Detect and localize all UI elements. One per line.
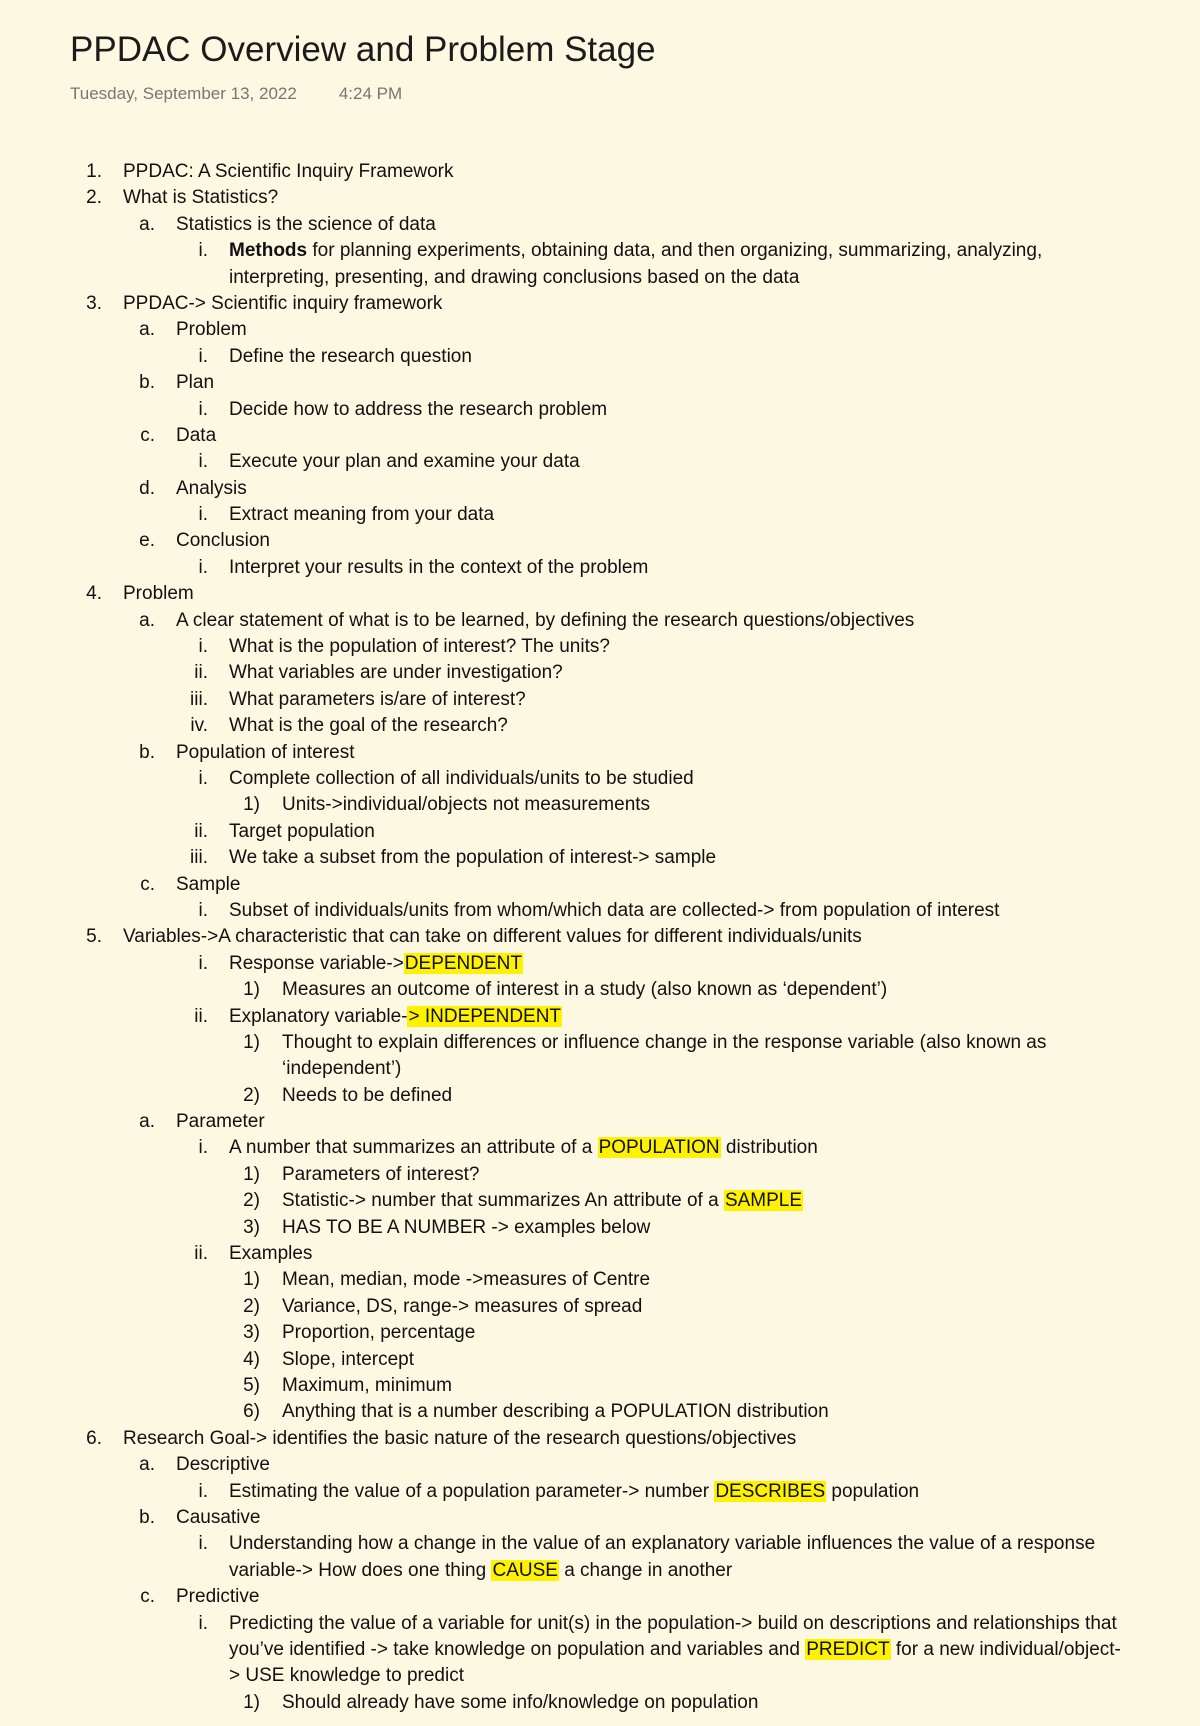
outline-item[interactable] bbox=[0, 1294, 1200, 1320]
item-text bbox=[176, 528, 270, 554]
text-run: Conclusion bbox=[176, 530, 270, 552]
page-timestamp bbox=[70, 84, 402, 104]
item-text bbox=[282, 1320, 475, 1346]
item-text bbox=[176, 370, 214, 396]
highlighted-text: > INDEPENDENT bbox=[408, 1005, 562, 1027]
list-marker: c. bbox=[140, 1586, 155, 1608]
item-text bbox=[176, 212, 436, 238]
text-run: Population of interest bbox=[176, 741, 355, 763]
list-marker: e. bbox=[139, 530, 155, 552]
item-text bbox=[282, 1690, 758, 1716]
list-marker: a. bbox=[139, 319, 155, 341]
list-marker: 5. bbox=[86, 926, 102, 948]
outline-item[interactable] bbox=[0, 449, 1200, 475]
item-text bbox=[229, 1611, 1129, 1690]
text-run: a change in another bbox=[558, 1559, 733, 1581]
item-text bbox=[282, 1083, 452, 1109]
item-text bbox=[229, 951, 523, 977]
text-run: Should already have some info/knowledge on population bbox=[282, 1691, 759, 1713]
text-run: We take a subset from the population of interest-> sample bbox=[229, 847, 717, 869]
item-text bbox=[123, 1426, 796, 1452]
outline-item[interactable] bbox=[0, 555, 1200, 581]
page-title[interactable]: PPDAC Overview and Problem Stage bbox=[70, 30, 656, 69]
list-marker: b. bbox=[139, 741, 155, 763]
item-text bbox=[229, 898, 999, 924]
text-run: A number that summarizes an attribute of a bbox=[229, 1137, 598, 1159]
outline-item[interactable] bbox=[0, 212, 1200, 238]
item-text bbox=[282, 1215, 650, 1241]
list-marker: 1) bbox=[243, 1691, 260, 1713]
item-text bbox=[282, 1399, 829, 1425]
outline-item[interactable] bbox=[0, 1188, 1200, 1214]
list-marker: i. bbox=[198, 451, 208, 473]
item-text bbox=[229, 502, 494, 528]
item-text bbox=[176, 740, 355, 766]
outline-item[interactable] bbox=[0, 977, 1200, 1003]
text-run: Needs to be defined bbox=[282, 1084, 453, 1106]
item-text bbox=[229, 1135, 818, 1161]
text-run: Variables->A characteristic that can take on different values for different individuals/units bbox=[123, 926, 862, 948]
outline-item[interactable] bbox=[0, 1109, 1200, 1135]
text-run: Measures an outcome of interest in a study (also known as ‘dependent’) bbox=[282, 979, 888, 1001]
outline-item[interactable] bbox=[0, 687, 1200, 713]
list-marker: 5) bbox=[243, 1375, 260, 1396]
outline-item[interactable] bbox=[0, 423, 1200, 449]
list-marker: 1) bbox=[243, 1031, 260, 1053]
highlighted-text: DEPENDENT bbox=[404, 952, 522, 974]
list-marker: 3) bbox=[243, 1322, 260, 1344]
item-text bbox=[176, 423, 216, 449]
list-marker: i. bbox=[198, 899, 208, 921]
item-text bbox=[123, 185, 278, 211]
list-marker: 2) bbox=[243, 1190, 260, 1212]
text-run: for a new individual/object-> USE knowledge to predict bbox=[229, 1638, 1121, 1687]
outline-item[interactable] bbox=[0, 1241, 1200, 1267]
item-text bbox=[229, 634, 610, 660]
list-marker: i. bbox=[198, 398, 208, 420]
outline-item[interactable] bbox=[0, 1479, 1200, 1505]
list-marker: i. bbox=[198, 1533, 208, 1555]
list-marker: 2) bbox=[243, 1084, 260, 1106]
list-marker: i. bbox=[198, 240, 208, 262]
list-marker: iii. bbox=[190, 688, 208, 710]
list-marker: i. bbox=[198, 556, 208, 578]
text-run: Problem bbox=[176, 319, 247, 341]
outline-item[interactable] bbox=[0, 1505, 1200, 1531]
text-run: Define the research question bbox=[229, 345, 472, 367]
item-text bbox=[282, 977, 887, 1003]
outline-item[interactable] bbox=[0, 1584, 1200, 1610]
text-run: PPDAC: A Scientific Inquiry Framework bbox=[123, 161, 454, 182]
text-run: for planning experiments, obtaining data, and then organizing, summarizing, analyzing, interpreting, presenting, and drawing conclusions based on the data bbox=[229, 240, 1043, 288]
outline-item[interactable] bbox=[0, 740, 1200, 766]
text-run: What is Statistics? bbox=[123, 187, 279, 209]
item-text bbox=[229, 1531, 1129, 1584]
text-run: PPDAC-> Scientific inquiry framework bbox=[123, 292, 443, 314]
outline-item[interactable] bbox=[0, 898, 1200, 924]
item-text bbox=[229, 713, 508, 739]
text-run: Target population bbox=[229, 820, 375, 842]
list-marker: ii. bbox=[194, 1005, 208, 1027]
outline-item[interactable] bbox=[0, 370, 1200, 396]
outline-item[interactable] bbox=[0, 317, 1200, 343]
outline-item[interactable] bbox=[0, 951, 1200, 977]
text-run: population bbox=[826, 1480, 920, 1502]
text-run: Causative bbox=[176, 1506, 261, 1528]
text-run: HAS TO BE A NUMBER -> examples below bbox=[282, 1216, 651, 1238]
text-run: Extract meaning from your data bbox=[229, 504, 495, 526]
list-marker: 3) bbox=[243, 1216, 260, 1238]
text-run: Problem bbox=[123, 583, 194, 605]
text-run: Plan bbox=[176, 372, 215, 394]
text-run: What variables are under investigation? bbox=[229, 662, 563, 684]
outline-item[interactable] bbox=[0, 185, 1200, 211]
list-marker: 1) bbox=[243, 979, 260, 1001]
highlighted-text: POPULATION bbox=[598, 1137, 720, 1159]
text-run: Research Goal-> identifies the basic nature of the research questions/objectives bbox=[123, 1427, 797, 1449]
outline-item[interactable] bbox=[0, 1426, 1200, 1452]
outline-item[interactable] bbox=[0, 1690, 1200, 1716]
text-run: Slope, intercept bbox=[282, 1348, 415, 1370]
outline-item[interactable] bbox=[0, 1004, 1200, 1030]
list-marker: 2) bbox=[243, 1295, 260, 1317]
item-text bbox=[229, 819, 375, 845]
highlighted-text: DESCRIBES bbox=[715, 1480, 826, 1502]
text-run: Maximum, minimum bbox=[282, 1375, 452, 1396]
list-marker: i. bbox=[198, 1137, 208, 1159]
list-marker: 1. bbox=[86, 161, 102, 182]
text-run: Analysis bbox=[176, 477, 247, 499]
text-run: Parameters of interest? bbox=[282, 1163, 480, 1185]
list-marker: i. bbox=[198, 768, 208, 789]
item-text bbox=[176, 1505, 261, 1531]
text-run: Decide how to address the research problem bbox=[229, 398, 608, 420]
item-text bbox=[282, 1347, 414, 1373]
list-marker: 3. bbox=[86, 292, 102, 314]
outline-item[interactable] bbox=[0, 1267, 1200, 1293]
text-run: Examples bbox=[229, 1243, 313, 1265]
item-text bbox=[282, 1030, 1162, 1083]
outline-item[interactable] bbox=[0, 528, 1200, 554]
text-run: Predicting the value of a variable for unit(s) in the population-> build on descriptions and relationships that you’ve identified -> take knowledge on population and variables and bbox=[229, 1612, 1117, 1660]
highlighted-text: PREDICT bbox=[806, 1638, 890, 1660]
outline-item[interactable] bbox=[0, 713, 1200, 739]
list-marker: 6. bbox=[86, 1427, 102, 1449]
item-text bbox=[123, 924, 862, 950]
outline-item[interactable] bbox=[0, 291, 1200, 317]
list-marker: i. bbox=[198, 636, 208, 658]
list-marker: 4. bbox=[86, 583, 102, 605]
item-text bbox=[229, 845, 716, 871]
list-marker: 1) bbox=[243, 1269, 260, 1291]
item-text bbox=[282, 792, 650, 818]
item-text bbox=[176, 1109, 265, 1135]
list-marker: iii. bbox=[190, 847, 208, 869]
item-text bbox=[176, 317, 247, 343]
item-text bbox=[282, 1373, 452, 1399]
text-run: Interpret your results in the context of the problem bbox=[229, 556, 649, 578]
text-run: Estimating the value of a population parameter-> number bbox=[229, 1480, 715, 1502]
list-marker: ii. bbox=[194, 662, 208, 684]
list-marker: 6) bbox=[243, 1401, 260, 1423]
outline-item[interactable] bbox=[0, 660, 1200, 686]
outline-item[interactable] bbox=[0, 581, 1200, 607]
outline-item[interactable] bbox=[0, 792, 1200, 818]
list-marker: a. bbox=[139, 213, 155, 235]
outline-item[interactable] bbox=[0, 238, 1200, 291]
outline-item[interactable] bbox=[0, 344, 1200, 370]
text-run: Complete collection of all individuals/units to be studied bbox=[229, 768, 694, 789]
text-run: What is the goal of the research? bbox=[229, 715, 508, 737]
text-run: Explanatory variable- bbox=[229, 1005, 408, 1027]
item-text bbox=[123, 581, 194, 607]
outline-item[interactable] bbox=[0, 1215, 1200, 1241]
text-run: Thought to explain differences or influence change in the response variable (also known as ‘independent’) bbox=[282, 1031, 1047, 1080]
item-text bbox=[229, 555, 648, 581]
list-marker: c. bbox=[140, 424, 155, 446]
list-marker: i. bbox=[198, 1612, 208, 1634]
outline-item[interactable] bbox=[0, 502, 1200, 528]
text-run: A clear statement of what is to be learned, by defining the research questions/objectives bbox=[176, 609, 915, 631]
item-text bbox=[229, 1479, 919, 1505]
outline-item[interactable] bbox=[0, 872, 1200, 898]
item-text bbox=[229, 238, 1129, 291]
item-text bbox=[282, 1294, 642, 1320]
text-run: distribution bbox=[720, 1137, 818, 1159]
list-marker: 2. bbox=[86, 187, 102, 209]
text-run: What is the population of interest? The units? bbox=[229, 636, 610, 658]
list-marker: a. bbox=[139, 1454, 155, 1476]
page-date: Tuesday, September 13, 2022 bbox=[70, 84, 297, 103]
text-run: Predictive bbox=[176, 1586, 260, 1608]
list-marker: i. bbox=[198, 504, 208, 526]
text-run: Descriptive bbox=[176, 1454, 270, 1476]
item-text bbox=[229, 766, 694, 792]
text-run: Mean, median, mode ->measures of Centre bbox=[282, 1269, 651, 1291]
text-run: Execute your plan and examine your data bbox=[229, 451, 580, 473]
outline-item[interactable] bbox=[0, 1611, 1200, 1690]
outline-item[interactable] bbox=[0, 476, 1200, 502]
item-text bbox=[229, 449, 580, 475]
item-text bbox=[229, 397, 607, 423]
item-text bbox=[176, 476, 247, 502]
outline-item[interactable] bbox=[0, 924, 1200, 950]
outline-item[interactable] bbox=[0, 1083, 1200, 1109]
text-run: Response variable-> bbox=[229, 952, 404, 974]
list-marker: a. bbox=[139, 609, 155, 631]
page-time: 4:24 PM bbox=[338, 84, 403, 103]
list-marker: c. bbox=[140, 873, 155, 895]
list-marker: 1) bbox=[243, 1163, 260, 1185]
item-text bbox=[123, 291, 442, 317]
list-marker: i. bbox=[198, 952, 208, 974]
item-text bbox=[229, 1004, 562, 1030]
outline-item[interactable] bbox=[0, 1030, 1200, 1083]
outline-item[interactable] bbox=[0, 1320, 1200, 1346]
outline-item[interactable] bbox=[0, 1531, 1200, 1584]
item-text bbox=[282, 1188, 803, 1214]
list-marker: 4) bbox=[243, 1348, 260, 1370]
item-text bbox=[123, 159, 454, 185]
text-run: Subset of individuals/units from whom/which data are collected-> from population of interest bbox=[229, 899, 1000, 921]
text-run: Variance, DS, range-> measures of spread bbox=[282, 1295, 643, 1317]
outline-item[interactable] bbox=[0, 845, 1200, 871]
item-text bbox=[229, 344, 472, 370]
outline-item[interactable] bbox=[0, 766, 1200, 792]
outline-item[interactable] bbox=[0, 608, 1200, 634]
text-run: Parameter bbox=[176, 1111, 265, 1133]
outline-item[interactable] bbox=[0, 159, 1200, 185]
list-marker: d. bbox=[139, 477, 155, 499]
item-text bbox=[176, 608, 914, 634]
list-marker: ii. bbox=[194, 820, 208, 842]
item-text bbox=[229, 660, 563, 686]
item-text bbox=[229, 1241, 312, 1267]
text-run: Anything that is a number describing a POPULATION distribution bbox=[282, 1401, 829, 1423]
text-run: Units->individual/objects not measurements bbox=[282, 794, 651, 816]
item-text bbox=[282, 1267, 650, 1293]
list-marker: iv. bbox=[190, 715, 208, 737]
list-marker: i. bbox=[198, 345, 208, 367]
text-run: Statistics is the science of data bbox=[176, 213, 436, 235]
outline-item[interactable] bbox=[0, 397, 1200, 423]
text-run: Understanding how a change in the value of an explanatory variable influences the value of a response variable-> How does one thing bbox=[229, 1533, 1096, 1581]
item-text bbox=[176, 1584, 259, 1610]
outline-item[interactable] bbox=[0, 1162, 1200, 1188]
outline-item[interactable] bbox=[0, 1135, 1200, 1161]
item-text bbox=[176, 872, 240, 898]
text-run: Sample bbox=[176, 873, 241, 895]
text-run: Statistic-> number that summarizes An attribute of a bbox=[282, 1190, 724, 1212]
highlighted-text: SAMPLE bbox=[724, 1190, 803, 1212]
text-run: What parameters is/are of interest? bbox=[229, 688, 526, 710]
outline-item[interactable] bbox=[0, 1399, 1200, 1425]
item-text bbox=[176, 1452, 270, 1478]
outline-item[interactable] bbox=[0, 1347, 1200, 1373]
note-outline[interactable] bbox=[0, 159, 1200, 1716]
outline-item[interactable] bbox=[0, 1452, 1200, 1478]
list-marker: ii. bbox=[194, 1243, 208, 1265]
list-marker: b. bbox=[139, 1506, 155, 1528]
item-text bbox=[282, 1162, 479, 1188]
text-run: Data bbox=[176, 424, 217, 446]
bold-term: Methods bbox=[229, 240, 308, 262]
list-marker: a. bbox=[139, 1111, 155, 1133]
outline-item[interactable] bbox=[0, 819, 1200, 845]
highlighted-text: CAUSE bbox=[492, 1559, 558, 1581]
list-marker: 1) bbox=[243, 794, 260, 816]
outline-item[interactable] bbox=[0, 1373, 1200, 1399]
list-marker: i. bbox=[198, 1480, 208, 1502]
item-text bbox=[229, 687, 526, 713]
outline-item[interactable] bbox=[0, 634, 1200, 660]
text-run: Proportion, percentage bbox=[282, 1322, 476, 1344]
list-marker: b. bbox=[139, 372, 155, 394]
